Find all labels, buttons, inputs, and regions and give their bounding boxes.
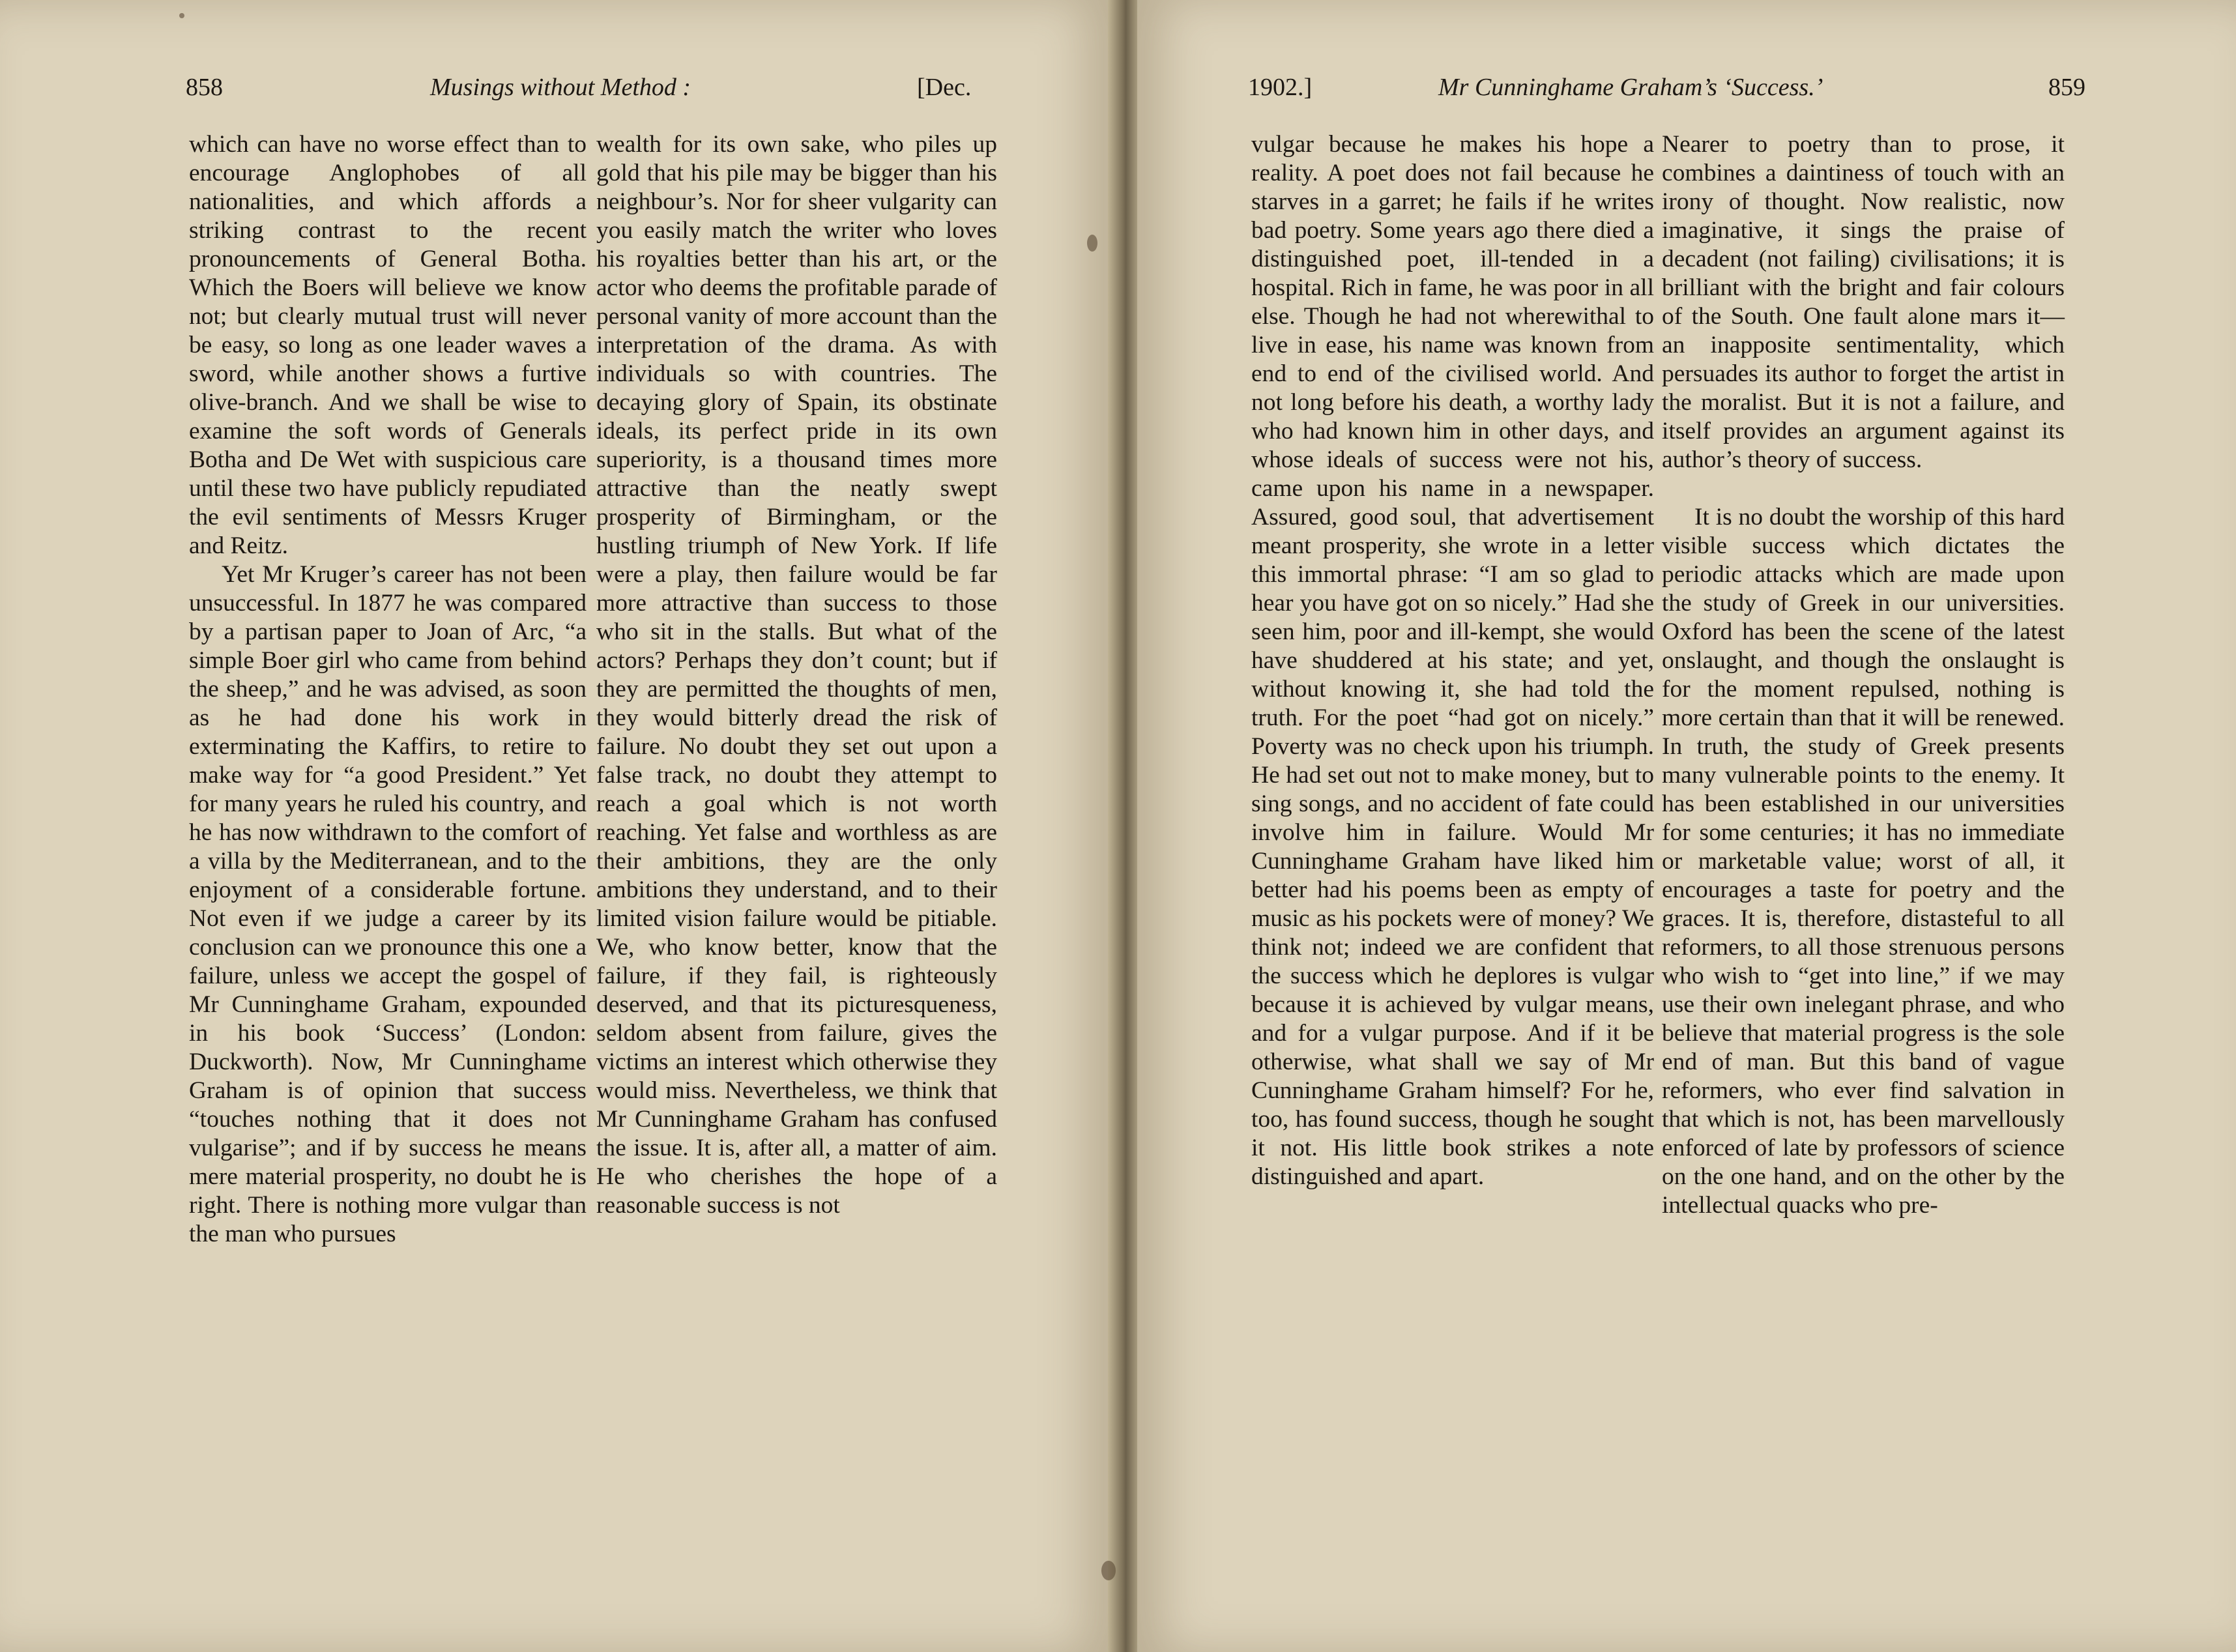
right-page-column-2 (1662, 130, 2065, 1220)
running-title: Musings without Method : (430, 74, 691, 101)
page-number: 858 (186, 74, 223, 101)
left-page-column-1 (189, 130, 587, 1249)
page-number: 859 (2048, 74, 2085, 101)
paragraph: wealth for its own sake, who piles up gold that his pile may be bigger than his neighbour’s. Nor for sheer vulgarity can you easily match the writer who loves his royalties better than his art, or the actor who deems the profitable parade of personal vanity of more account than the interpretation of the drama. As with individuals so with countries. The decaying glory of Spain, its obstinate ideals, its perfect pride in its own superiority, is a thousand times more attractive than the neatly swept prosperity of Birmingham, or the hustling triumph of New York. If life were a play, then failure would be far more attractive than success to those who sit in the stalls. But what of the actors? Perhaps they don’t count; but if they are permitted the thoughts of men, they would bitterly dread the risk of failure. No doubt they set out upon a false track, no doubt they attempt to reach a goal which is not worth reaching. Yet false and worthless as are their ambitions, they are the only ambitions they understand, and to their limited vision failure would be pitiable. We, who know better, know that the failure, if they fail, is righteously deserved, and that its picturesqueness, seldom absent from failure, gives the victims an interest which otherwise they would miss. Nevertheless, we think that Mr Cunninghame Graham has confused the issue. It is, after all, a matter of aim. He who cherishes the hope of a reasonable success is not (596, 131, 997, 1219)
date-mark: [Dec. (917, 74, 972, 101)
running-title: Mr Cunninghame Graham’s ‘Success.’ (1438, 74, 1823, 101)
left-page-header (186, 73, 987, 112)
paper-speck (1101, 1561, 1116, 1580)
left-page (0, 0, 1111, 1652)
paragraph: which can have no worse effect than to encourage Anglophobes of all nationalities, and which affords a striking contrast to the recent pronouncements of General Botha. Which the Boers will believe we know not; but clearly mutual trust will never be easy, so long as one leader waves a sword, while another shows a furtive olive-branch. And we shall be wise to examine the soft words of Generals Botha and De Wet with suspicious care until these two have publicly repudiated the evil sentiments of Messrs Kruger and Reitz. (189, 131, 587, 559)
paper-speck (1087, 235, 1097, 252)
left-page-column-2 (596, 130, 997, 1220)
right-page (1137, 0, 2236, 1652)
right-page-column-1 (1251, 130, 1654, 1191)
paragraph: It is no doubt the worship of this hard visible success which dictates the periodic attacks which are made upon the study of Greek in our universities. Oxford has been the scene of the latest onslaught, and though the onslaught is for the moment repulsed, nothing is more certain than that it will be renewed. In truth, the study of Greek presents many vulnerable points to the enemy. It has been established in our universities for some centuries; it has no immediate or marketable value; worst of all, it encourages a taste for poetry and the graces. It is, therefore, distasteful to all reformers, to all those strenuous persons who wish to “get into line,” if we may use their own inelegant phrase, and who believe that material progress is the sole end of man. But this band of vague reformers, who ever find salvation in that which is not, has been marvellously enforced of late by professors of science on the one hand, and on the other by the intellectual quacks who pre- (1662, 504, 2065, 1219)
paragraph: vulgar because he makes his hope a reality. A poet does not fail because he starves in a garret; he fails if he writes bad poetry. Some years ago there died a distinguished poet, ill-tended in a hospital. Rich in fame, he was poor in all else. Though he had not wherewithal to live in ease, his name was known from end to end of the civilised world. And not long before his death, a worthy lady who had known him in other days, and whose ideals of success were not his, came upon his name in a newspaper. Assured, good soul, that advertisement meant prosperity, she wrote in a letter this immortal phrase: “I am so glad to hear you have got on so nicely.” Had she seen him, poor and ill-kempt, she would have shuddered at his state; and yet, without knowing it, she had told the truth. For the poet “had got on nicely.” Poverty was no check upon his triumph. He had set out not to make money, but to sing songs, and no accident of fate could involve him in failure. Would Mr Cunninghame Graham have liked him better had his poems been as empty of music as his pockets were of money? We think not; indeed we are confident that the success which he deplores is vulgar because it is achieved by vulgar means, and for a vulgar purpose. And if it be otherwise, what shall we say of Mr Cunninghame Graham himself? For he, too, has found success, though he sought it not. His little book strikes a note distinguished and apart. (1251, 131, 1654, 1190)
paragraph: Nearer to poetry than to prose, it combines a daintiness of touch with an irony of thought. Now realistic, now imaginative, it sings the praise of decadent (not failing) civilisations; it is brilliant with the bright and fair colours of the South. One fault alone mars it—an inapposite sentimentality, which persuades its author to forget the artist in the moralist. But it is not a failure, and itself provides an argument against its author’s theory of success. (1662, 131, 2065, 473)
paragraph: Yet Mr Kruger’s career has not been unsuccessful. In 1877 he was compared by a partisan paper to Joan of Arc, “a simple Boer girl who came from behind the sheep,” and he was advised, as soon as he had done his work in exterminating the Kaffirs, to retire to make way for “a good President.” Yet for many years he ruled his country, and he has now withdrawn to the comfort of a villa by the Mediterranean, and to the enjoyment of a considerable fortune. Not even if we judge a career by its conclusion can we pronounce this one a failure, unless we accept the gospel of Mr Cunninghame Graham, expounded in his book ‘Success’ (London: Duckworth). Now, Mr Cunninghame Graham is of opinion that success “touches nothing that it does not vulgarise”; and if by success he means mere material prosperity, no doubt he is right. There is nothing more vulgar than the man who pursues (189, 561, 587, 1247)
right-page-header (1248, 73, 2108, 112)
book-gutter (1108, 0, 1140, 1652)
date-mark: 1902.] (1248, 74, 1313, 101)
paper-speck (179, 13, 184, 18)
